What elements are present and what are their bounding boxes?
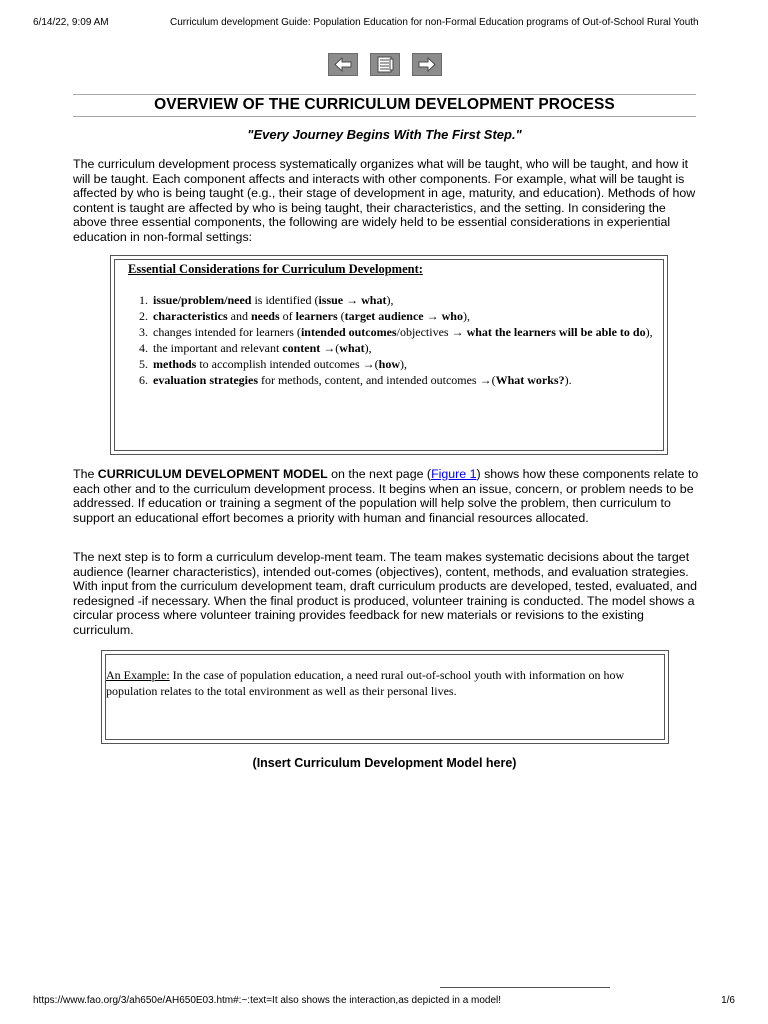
model-para-middle: on the next page ( <box>327 467 432 481</box>
print-title: Curriculum development Guide: Population Education for non-Formal Education programs of Out-of-School Rural Youth <box>170 17 699 28</box>
consideration-item <box>133 340 673 356</box>
example-box <box>101 650 669 744</box>
consideration-text: needs <box>250 309 280 323</box>
consideration-text: is identified ( <box>251 293 319 307</box>
consideration-text: characteristics <box>153 309 228 323</box>
consideration-text: learners <box>295 309 338 323</box>
model-name: CURRICULUM DEVELOPMENT MODEL <box>97 467 328 481</box>
heading-top-rule <box>73 94 696 95</box>
consideration-number: 2. <box>139 309 148 323</box>
consideration-text: intended outcomes <box>300 325 397 339</box>
consideration-number: 6. <box>139 373 148 387</box>
consideration-text: ). <box>564 373 572 387</box>
consideration-text: evaluation strategies <box>153 373 258 387</box>
consideration-text: ( <box>337 309 345 323</box>
consideration-item <box>133 292 673 308</box>
example-label: An Example: <box>106 668 170 682</box>
heading-bottom-rule <box>73 116 696 117</box>
consideration-text: /objectives <box>396 325 452 339</box>
consideration-text: issue → what <box>318 293 387 307</box>
back-arrow-icon <box>329 54 357 75</box>
consideration-text: to accomplish intended outcomes →( <box>196 357 379 371</box>
consideration-item <box>133 356 673 372</box>
consideration-text: →( <box>320 341 340 355</box>
consideration-text: ), <box>386 293 394 307</box>
consideration-item <box>133 372 673 388</box>
consideration-text: ), <box>364 341 372 355</box>
consideration-number: 1. <box>139 293 148 307</box>
subtitle-quote: "Every Journey Begins With The First Step." <box>247 127 522 142</box>
consideration-text: for methods, content, and intended outcomes →( <box>257 373 496 387</box>
consideration-text: ), <box>399 357 407 371</box>
consideration-text: ), <box>462 309 470 323</box>
print-footer <box>33 994 735 1008</box>
consideration-text: What works? <box>495 373 565 387</box>
next-step-paragraph: The next step is to form a curriculum develop-ment team. The team makes systematic decisions about the target audience (learner characteristics), intended out-comes (objectives), content, methods, and evaluation strategies. With input from the curriculum development team, draft curriculum products are developed, tested, evaluated, and redesigned -if necessary. When the final product is produced, volunteer training is conducted. The model shows a circular process where volunteer training provides feedback for new materials or revisions to the existing curriculum. <box>73 550 697 637</box>
considerations-title: Essential Considerations for Curriculum Development: <box>128 262 423 276</box>
consideration-text: what <box>339 341 365 355</box>
print-date: 6/14/22, 9:09 AM <box>33 17 109 28</box>
consideration-text: issue/problem/need <box>153 293 252 307</box>
consideration-text: → what the learners will be able to do <box>451 325 646 339</box>
consideration-text: content <box>282 341 321 355</box>
forward-button[interactable] <box>412 53 442 76</box>
consideration-item <box>133 308 673 324</box>
consideration-text: and <box>227 309 251 323</box>
consideration-text: target audience → who <box>344 309 463 323</box>
consideration-text: changes intended for learners ( <box>153 325 301 339</box>
figure-1-link[interactable]: Figure 1 <box>431 467 477 481</box>
consideration-text: of <box>279 309 296 323</box>
consideration-text: the important and relevant <box>153 341 283 355</box>
considerations-box <box>110 255 668 455</box>
insert-model-note: (Insert Curriculum Development Model here) <box>252 756 517 770</box>
consideration-number: 4. <box>139 341 148 355</box>
forward-arrow-icon <box>413 54 441 75</box>
consideration-number: 3. <box>139 325 148 339</box>
contents-icon <box>371 54 399 75</box>
consideration-text: ), <box>645 325 653 339</box>
considerations-list <box>133 292 673 388</box>
example-text <box>106 667 666 699</box>
example-body: In the case of population education, a need rural out-of-school youth with information on how population relates to the total environment as well as their personal lives. <box>106 668 625 698</box>
model-para-before: The <box>73 467 98 481</box>
footer-rule <box>440 987 610 988</box>
consideration-text: methods <box>153 357 197 371</box>
model-paragraph <box>73 467 701 525</box>
consideration-item <box>133 324 673 340</box>
back-button[interactable] <box>328 53 358 76</box>
model-para-after: ) shows how these components relate to each other and to the curriculum development process. It begins when an issue, concern, or problem needs to be addressed. If education or training a segment of the population will help solve the problem, then curriculum to support an educational effort becomes a priority with human and financial resources allocated. <box>73 467 699 525</box>
page-title: OVERVIEW OF THE CURRICULUM DEVELOPMENT PROCESS <box>154 96 615 113</box>
consideration-number: 5. <box>139 357 148 371</box>
print-header <box>33 16 735 30</box>
nav-bar <box>328 53 442 77</box>
page-number: 1/6 <box>721 995 735 1006</box>
consideration-text: how <box>378 357 400 371</box>
intro-paragraph: The curriculum development process systematically organizes what will be taught, who will be taught, and how it will be taught. Each component affects and interacts with other components. For example, what will be taught is affected by who is being taught (e.g., their stage of development in age, maturity, and education). Methods of how content is taught are affected by who is being taught, their characteristics, and the setting. In considering the above three essential components, the following are widely held to be essential considerations in experiential education in non-formal settings: <box>73 157 696 244</box>
footer-url: https://www.fao.org/3/ah650e/AH650E03.htm#:~:text=It also shows the interaction,as depicted in a model! <box>33 995 502 1006</box>
contents-button[interactable] <box>370 53 400 76</box>
